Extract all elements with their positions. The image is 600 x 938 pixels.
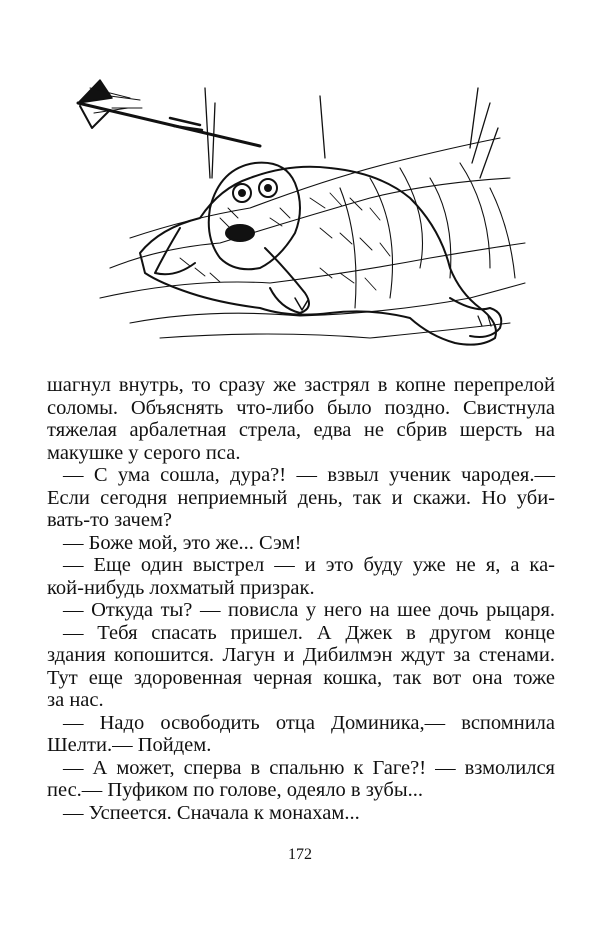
text-line: соломы. Объяснять что-либо было поздно. Свистнула [47, 396, 555, 419]
text-line: — Тебя спасать пришел. А Джек в другом конце [63, 621, 555, 644]
text-line: здания копошится. Лагун и Дибилмэн ждут за стенами. [47, 644, 555, 666]
text-line: — Успеется. Сначала к монахам... [63, 801, 360, 824]
body-text [47, 374, 555, 824]
text-line: — А может, сперва в спальню к Гаге?! — взмолился [63, 756, 555, 779]
text-line: макушке у серого пса. [47, 441, 241, 464]
text-line: кой-нибудь лохматый призрак. [47, 576, 315, 599]
text-line: Тут еще здоровенная черная кошка, так вот она тоже [47, 666, 555, 689]
page-number: 172 [288, 846, 312, 863]
arrow-icon [78, 80, 260, 146]
text-line: Шелти.— Пойдем. [47, 734, 212, 756]
sleeping-dog-with-arrow-icon [70, 68, 530, 353]
text-line: шагнул внутрь, то сразу же застрял в копне перепрелой [47, 374, 555, 396]
text-line: пес.— Пуфиком по голове, одеяло в зубы... [47, 779, 423, 801]
text-line: — Откуда ты? — повисла у него на шее дочь рыцаря. [63, 599, 555, 621]
text-line: вать-то зачем? [47, 509, 173, 531]
text-line: — Надо освободить отца Доминика,— вспомнила [63, 711, 555, 734]
text-line: за нас. [47, 689, 104, 711]
text-line: — Боже мой, это же... Сэм! [63, 531, 302, 554]
text-line: тяжелая арбалетная стрела, едва не сбрив шерсть на [47, 419, 555, 441]
text-line: — С ума сошла, дура?! — взвыл ученик чародея.— [63, 464, 555, 486]
text-line: — Еще один выстрел — и это буду уже не я, а ка- [63, 554, 555, 576]
text-line: Если сегодня неприемный день, так и скажи. Но уби- [47, 486, 555, 509]
